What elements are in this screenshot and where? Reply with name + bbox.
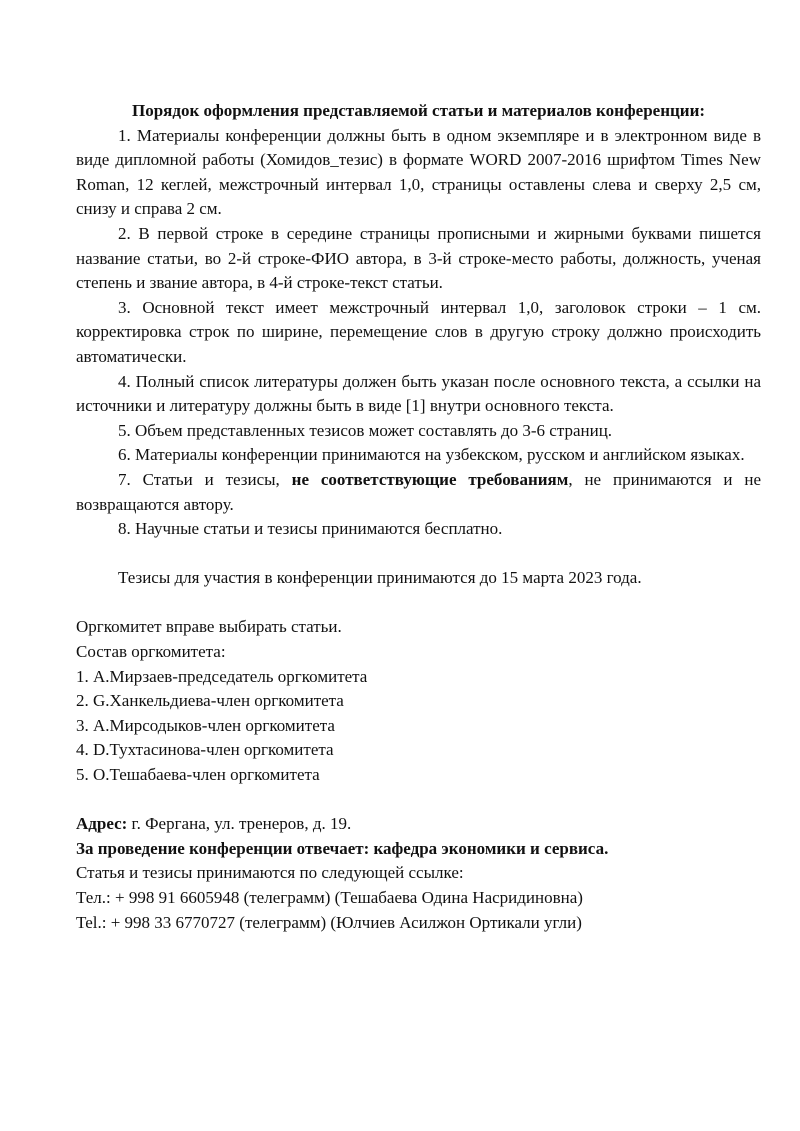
rule-1: 1. Материалы конференции должны быть в одном экземпляре и в электронном виде в виде дипломной работы (Хомидов_тезис) в формате WORD 2007-2016 шрифтом Times New Roman, 12 кеглей, межстрочный интервал 1,0, страницы оставлены слева и сверху 2,5 см, снизу и справа 2 см. <box>76 125 761 219</box>
document-heading: Порядок оформления представляемой статьи и материалов конференции: <box>131 101 706 120</box>
link-note: Статья и тезисы принимаются по следующей ссылке: <box>76 863 464 883</box>
committee-member: 1. А.Мирзаев-председатель оргкомитета <box>76 666 368 686</box>
rule-8: 8. Научные статьи и тезисы принимаются бесплатно. <box>118 519 503 539</box>
rule-6: 6. Материалы конференции принимаются на узбекском, русском и английском языках. <box>118 445 745 465</box>
committee-member: 3. А.Мирсодыков-член оргкомитета <box>76 715 335 735</box>
committee-member: 5. О.Тешабаева-член оргкомитета <box>76 765 320 785</box>
rule-7 <box>76 468 761 517</box>
deadline-text: Тезисы для участия в конференции принимаются до 15 марта 2023 года. <box>118 568 642 588</box>
committee-member: 4. D.Тухтасинова-член оргкомитета <box>76 740 334 760</box>
rule-2: 2. В первой строке в середине страницы прописными и жирными буквами пишется название статьи, во 2-й строке-ФИО автора, в 3-й строке-место работы, должность, ученая степень и звание автора, в 4-й строке-текст статьи. <box>76 223 761 293</box>
committee-note: Оргкомитет вправе выбирать статьи. <box>76 617 342 637</box>
address-value: г. Фергана, ул. тренеров, д. 19. <box>127 814 352 834</box>
rule-7-pre: 7. Статьи и тезисы, <box>118 469 292 489</box>
responsible-line: За проведение конференции отвечает: кафедра экономики и сервиса. <box>76 838 609 858</box>
rule-7-post: , не принимаются и не возвращаются автору. <box>76 469 761 514</box>
committee-title: Состав оргкомитета: <box>76 642 226 662</box>
rule-7-emphasis: не соответствующие требованиям <box>291 469 569 489</box>
document-body <box>76 99 761 935</box>
phone-line: Tel.: + 998 33 6770727 (телеграмм) (Юлчиев Асилжон Ортикали угли) <box>76 912 582 932</box>
rule-4: 4. Полный список литературы должен быть указан после основного текста, а ссылки на источники и литературу должны быть в виде [1] внутри основного текста. <box>76 371 761 416</box>
address-label: Адрес: <box>76 814 128 834</box>
rule-3: 3. Основной текст имеет межстрочный интервал 1,0, заголовок строки – 1 см. корректировка строк по ширине, перемещение слов в другую строку должно происходить автоматически. <box>76 297 761 366</box>
spacer <box>76 591 761 616</box>
phone-line: Тел.: + 998 91 6605948 (телеграмм) (Тешабаева Одина Насридиновна) <box>76 888 583 907</box>
rule-5: 5. Объем представленных тезисов может составлять до 3-6 страниц. <box>118 420 613 440</box>
spacer <box>76 788 761 813</box>
committee-member: 2. G.Ханкельдиева-член оргкомитета <box>76 691 344 711</box>
address-line <box>76 812 761 837</box>
spacer <box>76 542 761 567</box>
